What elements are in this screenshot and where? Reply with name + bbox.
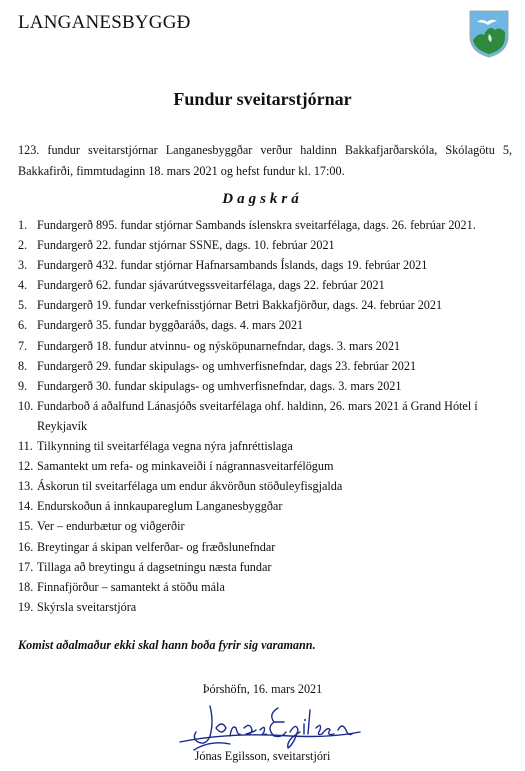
agenda-item-number: 17. bbox=[18, 559, 34, 574]
organization-name: LANGANESBYGGÐ bbox=[18, 12, 191, 33]
meeting-intro-paragraph: 123. fundur sveitarstjórnar Langanesbyggðar verður haldinn Bakkafjarðarskóla, Skólagötu 5, Bakkafirði, fimmtudaginn 18. mars 2021 og hefst fundur kl. 17:00. bbox=[18, 143, 512, 178]
agenda-item-number: 3. bbox=[18, 258, 28, 273]
agenda-item bbox=[0, 376, 507, 396]
agenda-item-number: 14. bbox=[18, 499, 34, 514]
agenda-heading: Dagskrá bbox=[222, 191, 303, 207]
agenda-item-text: Endurskoðun á innkaupareglum Langanesbyggðar bbox=[37, 499, 283, 514]
place-and-date: Þórshöfn, 16. mars 2021 bbox=[202, 682, 323, 696]
substitute-notice: Komist aðalmaður ekki skal hann boða fyrir sig varamann. bbox=[18, 638, 316, 652]
agenda-item bbox=[0, 476, 507, 496]
agenda-item bbox=[0, 456, 507, 476]
handwritten-signature bbox=[170, 692, 365, 756]
agenda-item-number: 12. bbox=[18, 459, 34, 474]
agenda-item bbox=[0, 537, 507, 557]
agenda-item-text: Ver – endurbætur og viðgerðir bbox=[37, 519, 185, 534]
agenda-item-number: 10. bbox=[18, 398, 34, 413]
agenda-item bbox=[0, 215, 507, 235]
agenda-item bbox=[0, 577, 507, 597]
agenda-item-number: 15. bbox=[18, 519, 34, 534]
agenda-item-number: 13. bbox=[18, 479, 34, 494]
agenda-item-number: 7. bbox=[18, 338, 28, 353]
agenda-item-text: Tilkynning til sveitarfélaga vegna nýra jafnréttislaga bbox=[37, 439, 293, 454]
agenda-item-text: Fundargerð 29. fundar skipulags- og umhverfisnefndar, dags 23. febrúar 2021 bbox=[37, 358, 417, 373]
agenda-item-text: Fundargerð 432. fundar stjórnar Hafnarsambands Íslands, dags 19. febrúar 2021 bbox=[37, 258, 428, 273]
agenda-item-number: 9. bbox=[18, 378, 28, 393]
agenda-item bbox=[0, 336, 507, 356]
agenda-item-number: 16. bbox=[18, 539, 34, 554]
agenda-item bbox=[0, 295, 507, 315]
agenda-item-number: 1. bbox=[18, 218, 28, 232]
agenda-list bbox=[0, 215, 525, 617]
agenda-item-number: 5. bbox=[18, 298, 28, 313]
agenda-item bbox=[0, 315, 507, 335]
agenda-item-text: Fundargerð 18. fundur atvinnu- og nýsköpunarnefndar, dags. 3. mars 2021 bbox=[37, 338, 401, 353]
agenda-item-text: Fundargerð 22. fundar stjórnar SSNE, dags. 10. febrúar 2021 bbox=[37, 238, 335, 253]
agenda-item-text: Fundarboð á aðalfund Lánasjóðs sveitarfélaga ohf. haldinn, 26. mars 2021 á Grand Hótel í Reykjavík bbox=[37, 398, 478, 433]
document-title: Fundur sveitarstjórnar bbox=[173, 89, 352, 109]
municipal-crest-icon bbox=[469, 10, 509, 58]
agenda-item-number: 8. bbox=[18, 358, 28, 373]
agenda-item-text: Fundargerð 35. fundar byggðaráðs, dags. 4. mars 2021 bbox=[37, 318, 304, 333]
agenda-item bbox=[0, 496, 507, 516]
agenda-item-text: Finnafjörður – samantekt á stöðu mála bbox=[37, 579, 225, 594]
agenda-item-text: Samantekt um refa- og minkaveiði í nágrannasveitarfélögum bbox=[37, 459, 334, 474]
agenda-item bbox=[0, 557, 507, 577]
agenda-item-text: Fundargerð 19. fundar verkefnisstjórnar Betri Bakkafjörður, dags. 24. febrúar 2021 bbox=[37, 298, 443, 313]
agenda-item-text: Tillaga að breytingu á dagsetningu næsta fundar bbox=[37, 559, 272, 574]
agenda-item-number: 18. bbox=[18, 579, 34, 594]
agenda-item-text: Fundargerð 30. fundar skipulags- og umhverfisnefndar, dags. 3. mars 2021 bbox=[37, 378, 402, 393]
agenda-item-text: Fundargerð 62. fundar sjávarútvegssveitarfélaga, dags 22. febrúar 2021 bbox=[37, 278, 385, 293]
agenda-item bbox=[0, 597, 507, 617]
agenda-item-number: 19. bbox=[18, 599, 34, 614]
agenda-item bbox=[0, 255, 507, 275]
agenda-item-number: 2. bbox=[18, 238, 28, 253]
agenda-item bbox=[0, 235, 507, 255]
signer-name-title: Jónas Egilsson, sveitarstjóri bbox=[194, 749, 331, 763]
agenda-item-text: Breytingar á skipan velferðar- og fræðslunefndar bbox=[37, 539, 276, 554]
agenda-item bbox=[0, 396, 507, 436]
agenda-item-text: Skýrsla sveitarstjóra bbox=[37, 599, 137, 614]
agenda-item-number: 11. bbox=[18, 439, 33, 454]
agenda-item-number: 6. bbox=[18, 318, 28, 333]
agenda-item-number: 4. bbox=[18, 278, 28, 293]
agenda-item-text: Áskorun til sveitarfélaga um endur ákvörðun stöðuleyfisgjalda bbox=[37, 479, 343, 494]
agenda-item bbox=[0, 436, 507, 456]
agenda-item bbox=[0, 356, 507, 376]
agenda-item-text: Fundargerð 895. fundar stjórnar Sambands íslenskra sveitarfélaga, dags. 26. febrúar 2021. bbox=[37, 218, 476, 232]
agenda-item bbox=[0, 275, 507, 295]
agenda-item bbox=[0, 516, 507, 536]
